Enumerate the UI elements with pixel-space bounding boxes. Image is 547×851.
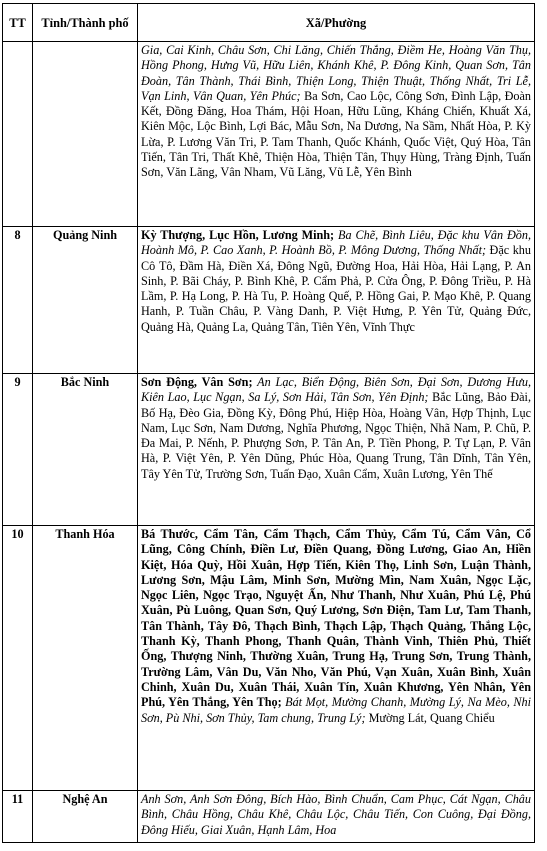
wards-bold: Sơn Động, Vân Sơn; (141, 375, 253, 389)
province-cell: Quảng Ninh (33, 227, 138, 374)
tt-cell-empty (3, 42, 33, 227)
wards-cell (138, 526, 535, 791)
wards-cell (138, 791, 535, 843)
table-row (3, 526, 535, 791)
table-row-continuation (3, 42, 535, 227)
wards-normal: Ba Sơn, Cao Lộc, Công Sơn, Đình Lập, Đoàn Kết, Đồng Đăng, Hoa Thám, Hội Hoan, Hữu Lũng, Kháng Chiến, Khuất Xá, Kiên Mộc, Lộc Bình, Lợi Bác, Mẫu Sơn, Na Dương, Na Sầm, Nhất Hòa, P. Kỳ Lừa, P. Lương Văn Tri, P. Tam Thanh, Quốc Khánh, Quốc Việt, Quý Hòa, Tân Tiến, Tân Tri, Thất Khê, Thiện Hòa, Thiện Tân, Thụy Hùng, Tràng Định, Tuấn Sơn, Văn Lãng, Vân Nham, Vũ Lăng, Vũ Lễ, Yên Bình (141, 88, 531, 180)
province-cell: Nghệ An (33, 791, 138, 843)
header-province: Tỉnh/Thành phố (33, 4, 138, 42)
wards-cell-continuation (138, 42, 535, 227)
wards-italic: Bát Mọt, Mường Chanh, Mường Lý, Na Mèo, Nhi Sơn, Pù Nhi, Sơn Thủy, Tam chung, Trung Lý; (141, 695, 531, 725)
table-row (3, 374, 535, 526)
wards-cell (138, 227, 535, 374)
wards-normal: Bắc Lũng, Bảo Đài, Bố Hạ, Đèo Gia, Đồng Kỳ, Đông Phú, Hiệp Hòa, Hoàng Vân, Hợp Thịnh, Lục Nam, Lục Sơn, Nam Dương, Nghĩa Phương, Ngọc Thiện, Nhã Nam, P. Chũ, P. Đa Mai, P. Nếnh, P. Phượng Sơn, P. Tân An, P. Tiền Phong, P. Tự Lạn, P. Vân Hà, P. Việt Yên, P. Yên Dũng, Phúc Hòa, Quang Trung, Tân Dĩnh, Tân Yên, Tây Yên Tử, Trường Sơn, Tuấn Đạo, Xuân Cẩm, Xuân Lương, Yên Thế (141, 390, 531, 481)
province-cell-empty (33, 42, 138, 227)
ward-table (2, 3, 535, 843)
wards-italic: An Lạc, Biển Động, Biên Sơn, Đại Sơn, Dương Hưu, Kiên Lao, Lục Ngạn, Sa Lý, Sơn Hải, Tân Sơn, Yên Định; (141, 375, 532, 405)
tt-cell: 9 (3, 374, 33, 526)
wards-normal: Mường Lát, Quang Chiểu (365, 710, 495, 725)
table-header-row (3, 4, 535, 42)
wards-cell (138, 374, 535, 526)
tt-cell: 8 (3, 227, 33, 374)
province-cell: Bắc Ninh (33, 374, 138, 526)
header-wards: Xã/Phường (138, 4, 535, 42)
wards-italic: Anh Sơn, Anh Sơn Đông, Bích Hào, Bình Chuẩn, Cam Phục, Cát Ngạn, Châu Bình, Châu Hồng, Châu Khê, Châu Lộc, Châu Tiến, Con Cuông, Đại Đồng, Đông Hiếu, Giai Xuân, Hạnh Lâm, Hoa (141, 792, 531, 837)
table-row (3, 791, 535, 843)
wards-normal: Đặc khu Cô Tô, Đầm Hà, Điền Xá, Đông Ngũ, Đường Hoa, Hải Hòa, Hải Lạng, P. An Sinh, P. Bãi Cháy, P. Bình Khê, P. Cẩm Phả, P. Cửa Ông, P. Đông Triều, P. Hà Lầm, P. Hạ Long, P. Hà Tu, P. Hoàng Quế, P. Hồng Gai, P. Mạo Khê, P. Quang Hanh, P. Tuần Châu, P. Vàng Danh, P. Việt Hưng, P. Yên Tử, Quảng Đức, Quảng Hà, Quảng La, Quảng Tân, Tiên Yên, Vĩnh Thực (141, 243, 531, 334)
table-row (3, 227, 535, 374)
wards-bold: Kỳ Thượng, Lục Hồn, Lương Minh; (141, 228, 335, 242)
tt-cell: 10 (3, 526, 33, 791)
province-cell: Thanh Hóa (33, 526, 138, 791)
wards-italic: Ba Chẽ, Bình Liêu, Đặc khu Vân Đồn, Hoành Mô, P. Cao Xanh, P. Hoành Bồ, P. Mông Dương, Thống Nhất; (141, 228, 531, 258)
header-tt: TT (3, 4, 33, 42)
wards-italic: Gia, Cai Kinh, Châu Sơn, Chi Lăng, Chiến Thắng, Điềm He, Hoàng Văn Thụ, Hồng Phong, Hưng Vũ, Hữu Liên, Khánh Khê, P. Đông Kinh, Quan Sơn, Tân Đoàn, Tân Thành, Thái Bình, Thiện Long, Thiện Thuật, Thống Nhất, Tri Lễ, Vạn Linh, Vân Quan, Yên Phúc; (141, 43, 531, 103)
tt-cell: 11 (3, 791, 33, 843)
wards-bold: Bá Thước, Cẩm Tân, Cẩm Thạch, Cẩm Thủy, Cẩm Tú, Cẩm Vân, Cổ Lũng, Công Chính, Điền Lư, Điền Quang, Đồng Lương, Giao An, Hiền Kiệt, Hóa Quỳ, Hồi Xuân, Hợp Tiến, Kiên Thọ, Linh Sơn, Luận Thành, Lương Sơn, Mậu Lâm, Minh Sơn, Mường Mìn, Nam Xuân, Ngọc Lặc, Ngọc Liên, Ngọc Trạo, Nguyệt Ấn, Như Thanh, Như Xuân, Phú Lệ, Phú Xuân, Pù Luông, Quan Sơn, Quý Lương, Sơn Điện, Tam Lư, Tam Thanh, Tân Thành, Tây Đô, Thạch Bình, Thạch Lập, Thạch Quảng, Thắng Lộc, Thanh Kỳ, Thanh Phong, Thanh Quân, Thành Vinh, Thiên Phủ, Thiết Ống, Thượng Ninh, Thường Xuân, Trung Hạ, Trung Sơn, Trung Thành, Trường Lâm, Vân Du, Văn Nho, Văn Phú, Vạn Xuân, Xuân Bình, Xuân Chinh, Xuân Du, Xuân Thái, Xuân Tín, Xuân Khương, Yên Nhân, Yên Phú, Yên Thắng, Yên Thọ; (141, 527, 531, 710)
